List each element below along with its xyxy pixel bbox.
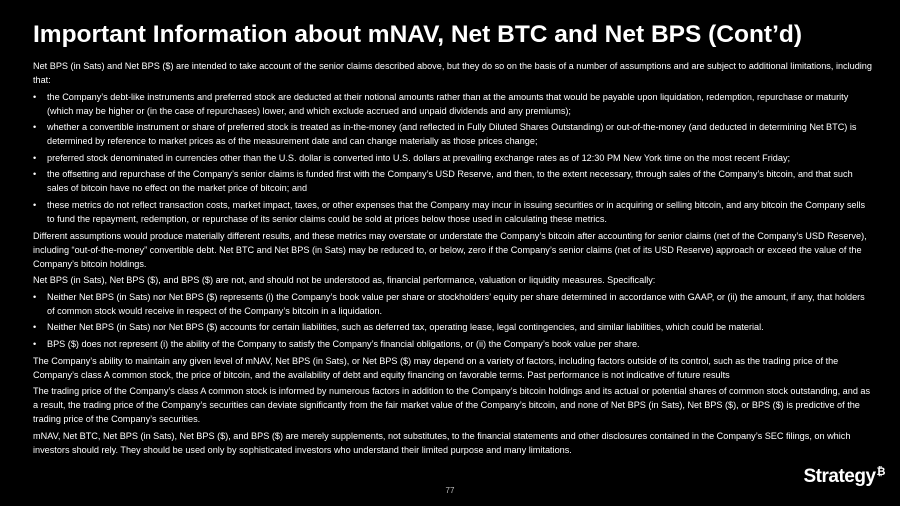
different-assumptions-paragraph: Different assumptions would produce materially different results, and these metrics may overstate or understate the Company’s bitcoin after accounting for senior claims (net of the Company’s USD Reserve), including “out-of-the-money” convertible debt. Net BTC and Net BPS (in Sats) may be reduced to, or below, zero if the Company’s senior claims (net of its USD Reserve) approach or exceed the value of the Company’s bitcoin holdings. — [33, 230, 867, 269]
assumption-item — [33, 167, 873, 195]
bullet-icon: • — [33, 122, 37, 133]
assumption-item — [33, 90, 873, 118]
bullet-icon: • — [33, 338, 37, 349]
assumption-item — [33, 120, 873, 148]
page-number: 77 — [445, 486, 455, 495]
bitcoin-icon: ₿ — [876, 466, 885, 478]
ability-paragraph: The Company’s ability to maintain any given level of mNAV, Net BPS (in Sats), or Net BPS ($) may depend on a variety of factors, including factors outside of its control, such as the trading price of the Company’s class A common stock, the price of bitcoin, and the availability of debt and equity financing on favorable terms. Past performance is not indicative of future results — [33, 355, 839, 380]
disclosure-body — [33, 59, 873, 459]
specific-text: Neither Net BPS (in Sats) nor Net BPS ($) represents (i) the Company’s book value per share or stockholders’ equity per share determined in accordance with GAAP, or (ii) the amount, if any, that holders of common stock would receive in respect of the Company’s bitcoin in a liquidation. — [47, 291, 865, 316]
specific-item — [33, 290, 873, 318]
specific-item — [33, 320, 873, 334]
page-title: Important Information about mNAV, Net BTC and Net BPS (Cont’d) — [33, 21, 803, 48]
bullet-icon: • — [33, 322, 37, 333]
supplements-paragraph: mNAV, Net BTC, Net BPS (in Sats), Net BPS ($), and BPS ($) are merely supplements, not substitutes, to the financial statements and other disclosures contained in the Company’s SEC filings, on which investors should rely. They should be used only by sophisticated investors who understand their limited purpose and many limitations. — [33, 430, 851, 455]
specific-text: Neither Net BPS (in Sats) nor Net BPS ($) accounts for certain liabilities, such as deferred tax, operating lease, legal contingencies, and similar liabilities, which could be material. — [47, 322, 764, 333]
bullet-icon: • — [33, 199, 37, 210]
specific-item — [33, 337, 873, 351]
not-measures-paragraph: Net BPS (in Sats), Net BPS ($), and BPS ($) are not, and should not be understood as, financial performance, valuation or liquidity measures. Specifically: — [33, 275, 656, 286]
intro-paragraph: Net BPS (in Sats) and Net BPS ($) are intended to take account of the senior claims described above, but they do so on the basis of a number of assumptions and are subject to additional limitations, including that: — [33, 61, 872, 85]
bullet-icon: • — [33, 91, 37, 102]
assumption-text: the offsetting and repurchase of the Company’s senior claims is funded first with the Company’s USD Reserve, and then, to the extent necessary, through sales of the Company’s bitcoin, and that such sales of bitcoin have no effect on the market price of bitcoin; and — [47, 169, 853, 194]
bullet-icon: • — [33, 291, 37, 302]
strategy-logo — [804, 466, 886, 490]
assumption-item — [33, 151, 873, 165]
bullet-icon: • — [33, 169, 37, 180]
assumption-text: whether a convertible instrument or share of preferred stock is treated as in-the-money (and reflected in Fully Diluted Shares Outstanding) or out-of-the-money (and deducted in determining Net BTC) is determined by reference to market prices as of the measurement date and can change materially as those prices change; — [47, 122, 857, 147]
specific-text: BPS ($) does not represent (i) the ability of the Company to satisfy the Company’s financial obligations, or (ii) the Company’s book value per share. — [47, 338, 640, 349]
assumption-text: the Company’s debt-like instruments and preferred stock are deducted at their notional amounts rather than at the amounts that would be payable upon liquidation, redemption, repurchase or maturity (which may be higher or (in the case of repurchases) lower, and which exclude accrued and unpaid dividends and any premiums); — [47, 91, 849, 116]
trading-price-paragraph: The trading price of the Company’s class A common stock is informed by numerous factors in addition to the Company’s bitcoin holdings and its actual or potential shares of common stock outstanding, and as a result, the trading price of the Company’s securities can deviate significantly from the fair market value of the Company’s bitcoin, and none of Net BPS (in Sats), Net BPS ($), or BPS ($) is predictive of the trading price of the Company’s securities. — [33, 386, 871, 425]
logo-wordmark: Strategy — [803, 466, 876, 487]
assumption-item — [33, 198, 873, 226]
assumption-text: these metrics do not reflect transaction costs, market impact, taxes, or other expenses that the Company may incur in issuing securities or in acquiring or selling bitcoin, and any bitcoin the Company sells to fund the repayment, redemption, or repurchase of its senior claims could be sold at prices below those used in calculating these metrics. — [47, 199, 866, 224]
assumption-text: preferred stock denominated in currencies other than the U.S. dollar is converted into U.S. dollars at prevailing exchange rates as of 12:30 PM New York time on the most recent Friday; — [47, 152, 791, 163]
bullet-icon: • — [33, 152, 37, 163]
